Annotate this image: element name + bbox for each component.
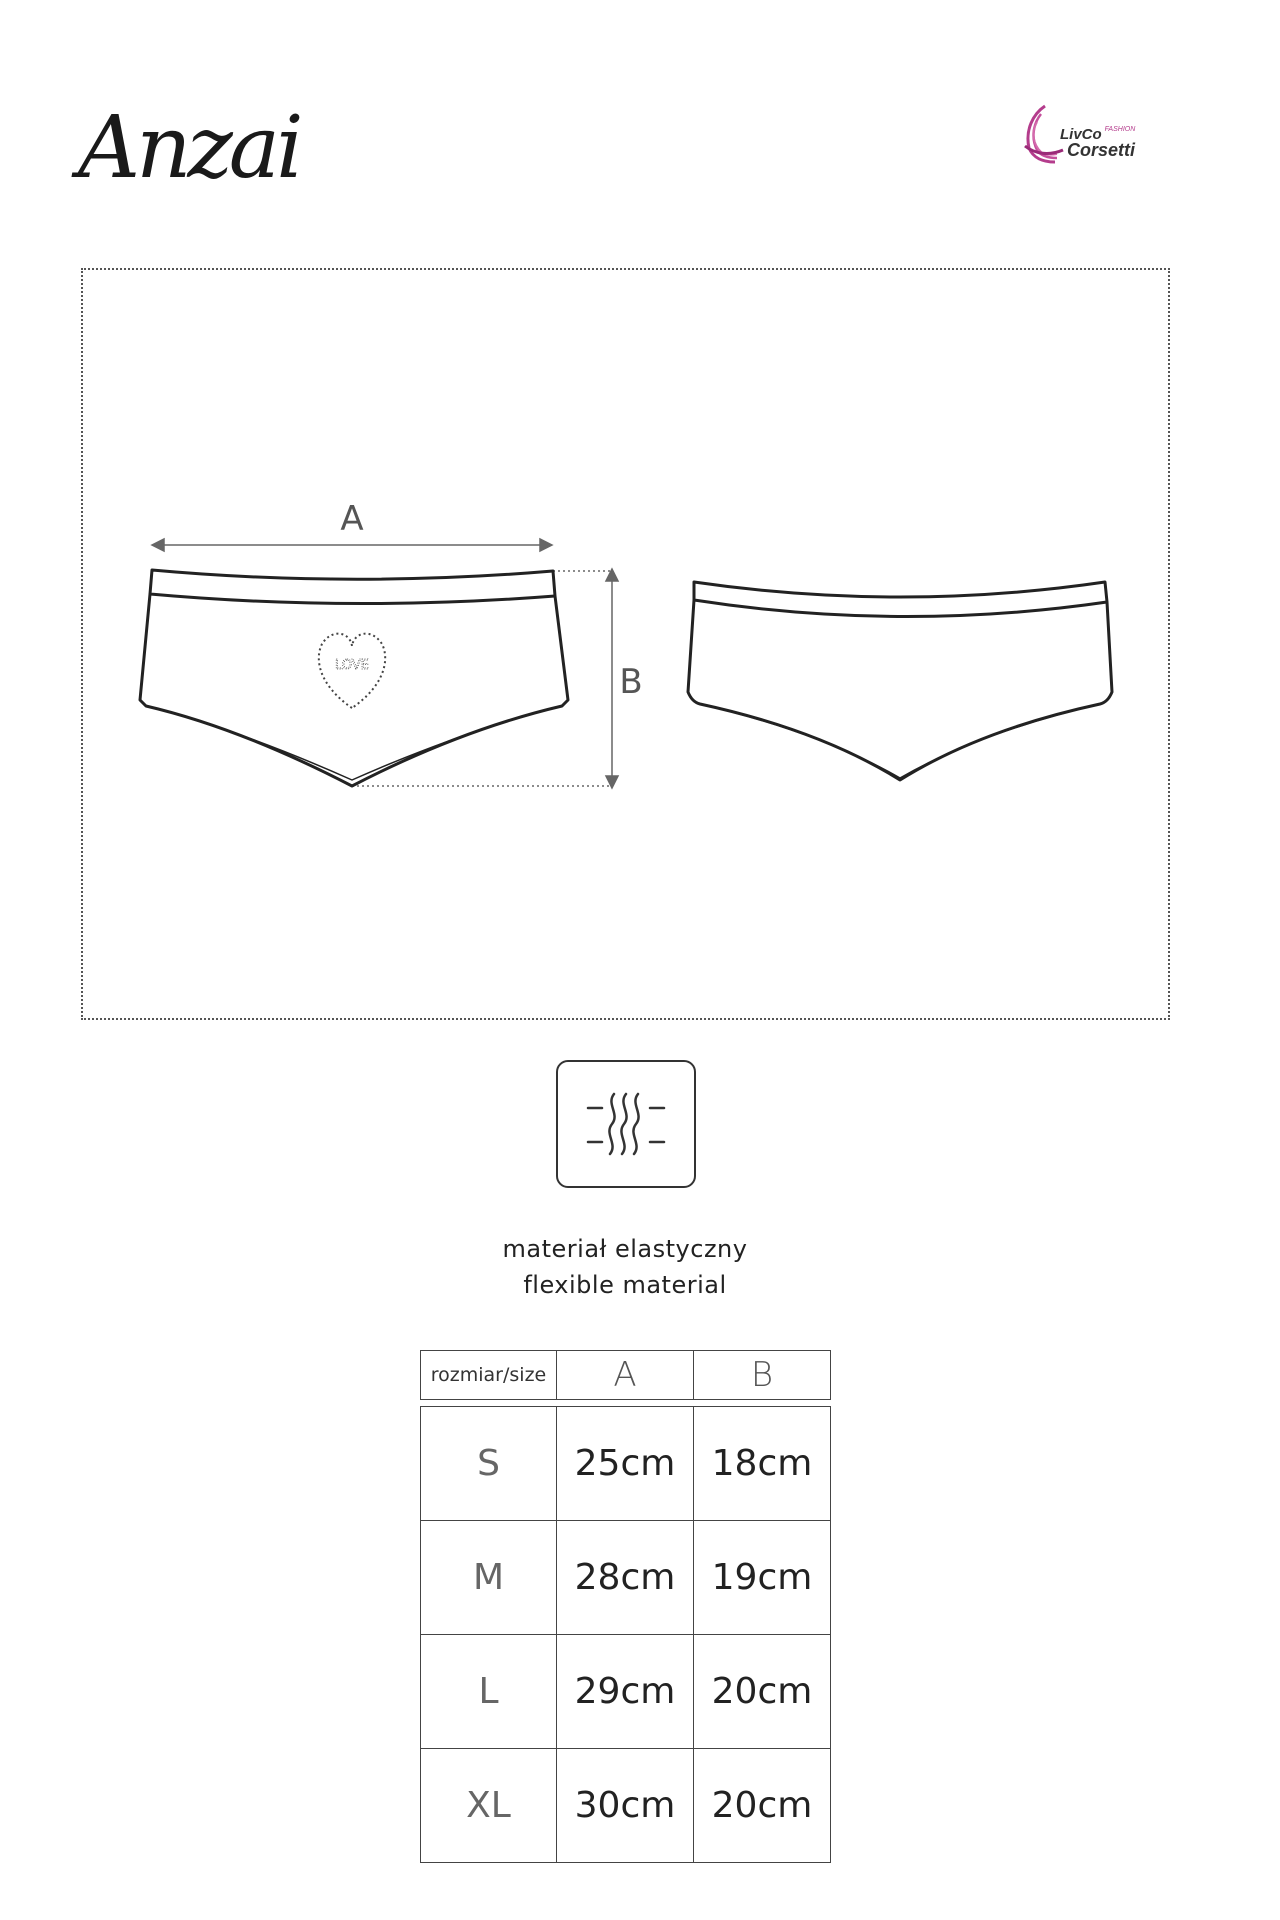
- heart-love-text: LOVE: [335, 658, 369, 673]
- size-cell: L: [421, 1635, 557, 1749]
- dimension-b-label: B: [619, 662, 643, 702]
- a-cell: 25cm: [557, 1407, 694, 1521]
- table-header-row: [421, 1351, 831, 1400]
- b-cell: 19cm: [694, 1521, 831, 1635]
- b-cell: 20cm: [694, 1635, 831, 1749]
- size-cell: S: [421, 1407, 557, 1521]
- dimension-a-label: A: [340, 499, 364, 539]
- feature-caption-en: flexible material: [523, 1271, 727, 1299]
- header-size: rozmiar/size: [421, 1351, 557, 1400]
- brand-wordmark-text: Anzai: [78, 98, 300, 198]
- size-table: [420, 1406, 831, 1863]
- header-b: B: [694, 1351, 831, 1400]
- b-cell: 18cm: [694, 1407, 831, 1521]
- heart-love-motif: [319, 634, 385, 708]
- table-row: [421, 1635, 831, 1749]
- dimension-a-arrow: [152, 539, 552, 551]
- logo-line1: LivCo: [1060, 126, 1102, 143]
- size-cell: XL: [421, 1749, 557, 1863]
- table-row: [421, 1749, 831, 1863]
- table-row: [421, 1407, 831, 1521]
- feature-caption-pl: materiał elastyczny: [502, 1235, 748, 1263]
- a-cell: 28cm: [557, 1521, 694, 1635]
- size-table-header: [420, 1350, 831, 1400]
- a-cell: 30cm: [557, 1749, 694, 1863]
- logo-line1-sup: FASHION: [1104, 126, 1136, 133]
- header-a: A: [557, 1351, 694, 1400]
- a-cell: 29cm: [557, 1635, 694, 1749]
- size-cell: M: [421, 1521, 557, 1635]
- elastic-waves-icon: [558, 1062, 694, 1186]
- back-brief-outline: [688, 582, 1112, 780]
- logo-line2: Corsetti: [1067, 140, 1136, 160]
- b-cell: 20cm: [694, 1749, 831, 1863]
- elastic-material-icon-box: [556, 1060, 696, 1188]
- table-row: [421, 1521, 831, 1635]
- front-brief-outline: [140, 570, 568, 786]
